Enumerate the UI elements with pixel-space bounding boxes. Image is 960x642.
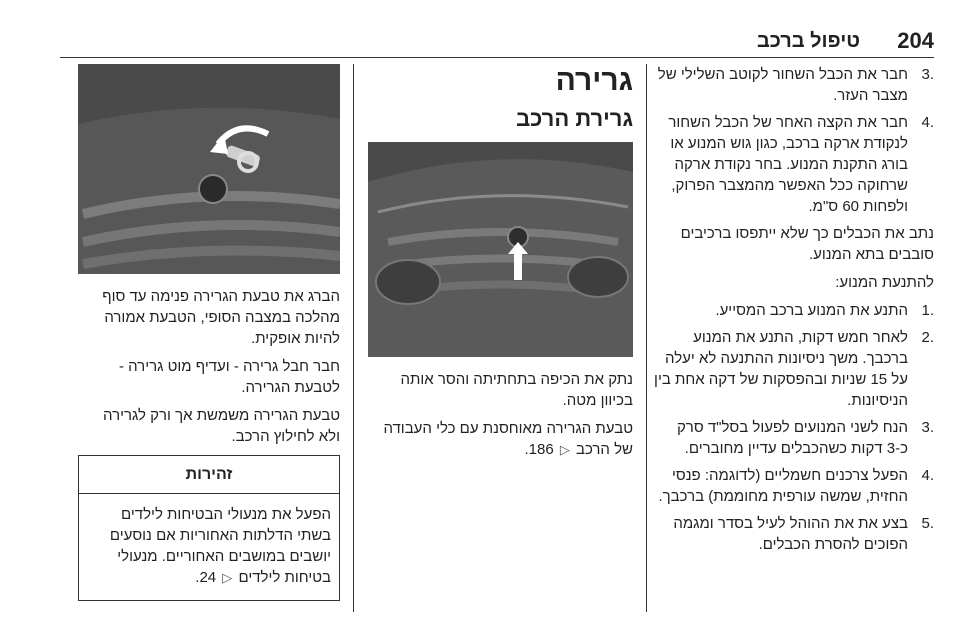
start-steps xyxy=(654,300,934,555)
middle-column xyxy=(368,64,633,467)
cable-steps xyxy=(654,64,934,217)
header-rule xyxy=(60,57,934,58)
cover-removal-paragraph: נתק את הכיפה בתחתיתה והסר אותה בכיוון מטה. xyxy=(400,371,633,409)
warning-title: זהירות xyxy=(79,456,339,494)
warning-body: הפעל את מנעולי הבטיחות לילדים בשתי הדלתות האחוריות אם נוסעים יושבים במושבים האחוריים. מנעולי בטיחות לילדים ▷ 24. xyxy=(109,506,331,586)
page-title: טיפול ברכב xyxy=(756,30,860,52)
attach-rope-paragraph: חבר חבל גרירה - ועדיף מוט גרירה - לטבעת הגרירה. xyxy=(118,358,340,396)
routing-paragraph: נתב את הכבלים כך שלא ייתפסו ברכיבים סובבים בתא המנוע. xyxy=(680,225,934,263)
column-divider-right xyxy=(646,64,647,612)
warning-box xyxy=(78,455,340,601)
page-reference-icon: ▷ xyxy=(559,442,570,457)
column-divider-left xyxy=(353,64,354,612)
right-column xyxy=(654,64,934,561)
list-item: .1 התנע את המנוע ברכב המסייע. xyxy=(715,302,934,319)
bumper-cover-illustration xyxy=(368,142,633,357)
list-item: .5 בצע את את ההוהל לעיל בסדר ומגמה הפוכים להסרת הכבלים. xyxy=(673,515,934,553)
list-item: .4 הפעל צרכנים חשמליים (לדוגמה: פנסי החזית, שמשה עורפית מחוממת) ברכבך. xyxy=(658,467,934,505)
page-number: 204 xyxy=(897,28,934,53)
list-item: .4 חבר את הקצה האחר של הכבל השחור לנקודת ארקה ברכב, כגון גוש המנוע או בורג התקנת המנוע. בחר נקודת ארקה שרחוקה ככל האפשר מהמצבר הפרוק, ולפחות 60 ס"מ. xyxy=(668,114,934,215)
tow-only-paragraph: טבעת הגרירה משמשת אך ורק לגרירה ולא לחילוץ הרכב. xyxy=(103,407,340,445)
page-reference-icon: ▷ xyxy=(222,570,233,585)
tow-ring-illustration xyxy=(78,64,340,274)
left-column xyxy=(78,64,340,601)
section-subheading: גרירת הרכב xyxy=(516,106,633,131)
page-header xyxy=(60,26,934,54)
list-item: .3 חבר את הכבל השחור לקוטב השלילי של מצבר העזר. xyxy=(657,66,934,104)
tow-ring-storage-paragraph: טבעת הגרירה מאוחסנת עם כלי העבודה של הרכב ▷ 186. xyxy=(383,420,633,458)
screw-in-paragraph: הברג את טבעת הגרירה פנימה עד סוף מהלכה במצבה הסופי, הטבעת אמורה להיות אופקית. xyxy=(102,288,340,347)
section-heading: גרירה xyxy=(555,64,633,97)
list-item: .2 לאחר חמש דקות, התנע את המנוע ברכבך. משך ניסיונות ההתנעה לא יעלה על 15 שניות ובהפסקות של דקה אחת בין הניסיונות. xyxy=(654,329,934,409)
start-intro: להתנעת המנוע: xyxy=(835,274,934,291)
list-item: .3 הנח לשני המנועים לפעול בסל"ד סרק כ-3 דקות כשהכבלים עדיין מחוברים. xyxy=(676,419,934,457)
